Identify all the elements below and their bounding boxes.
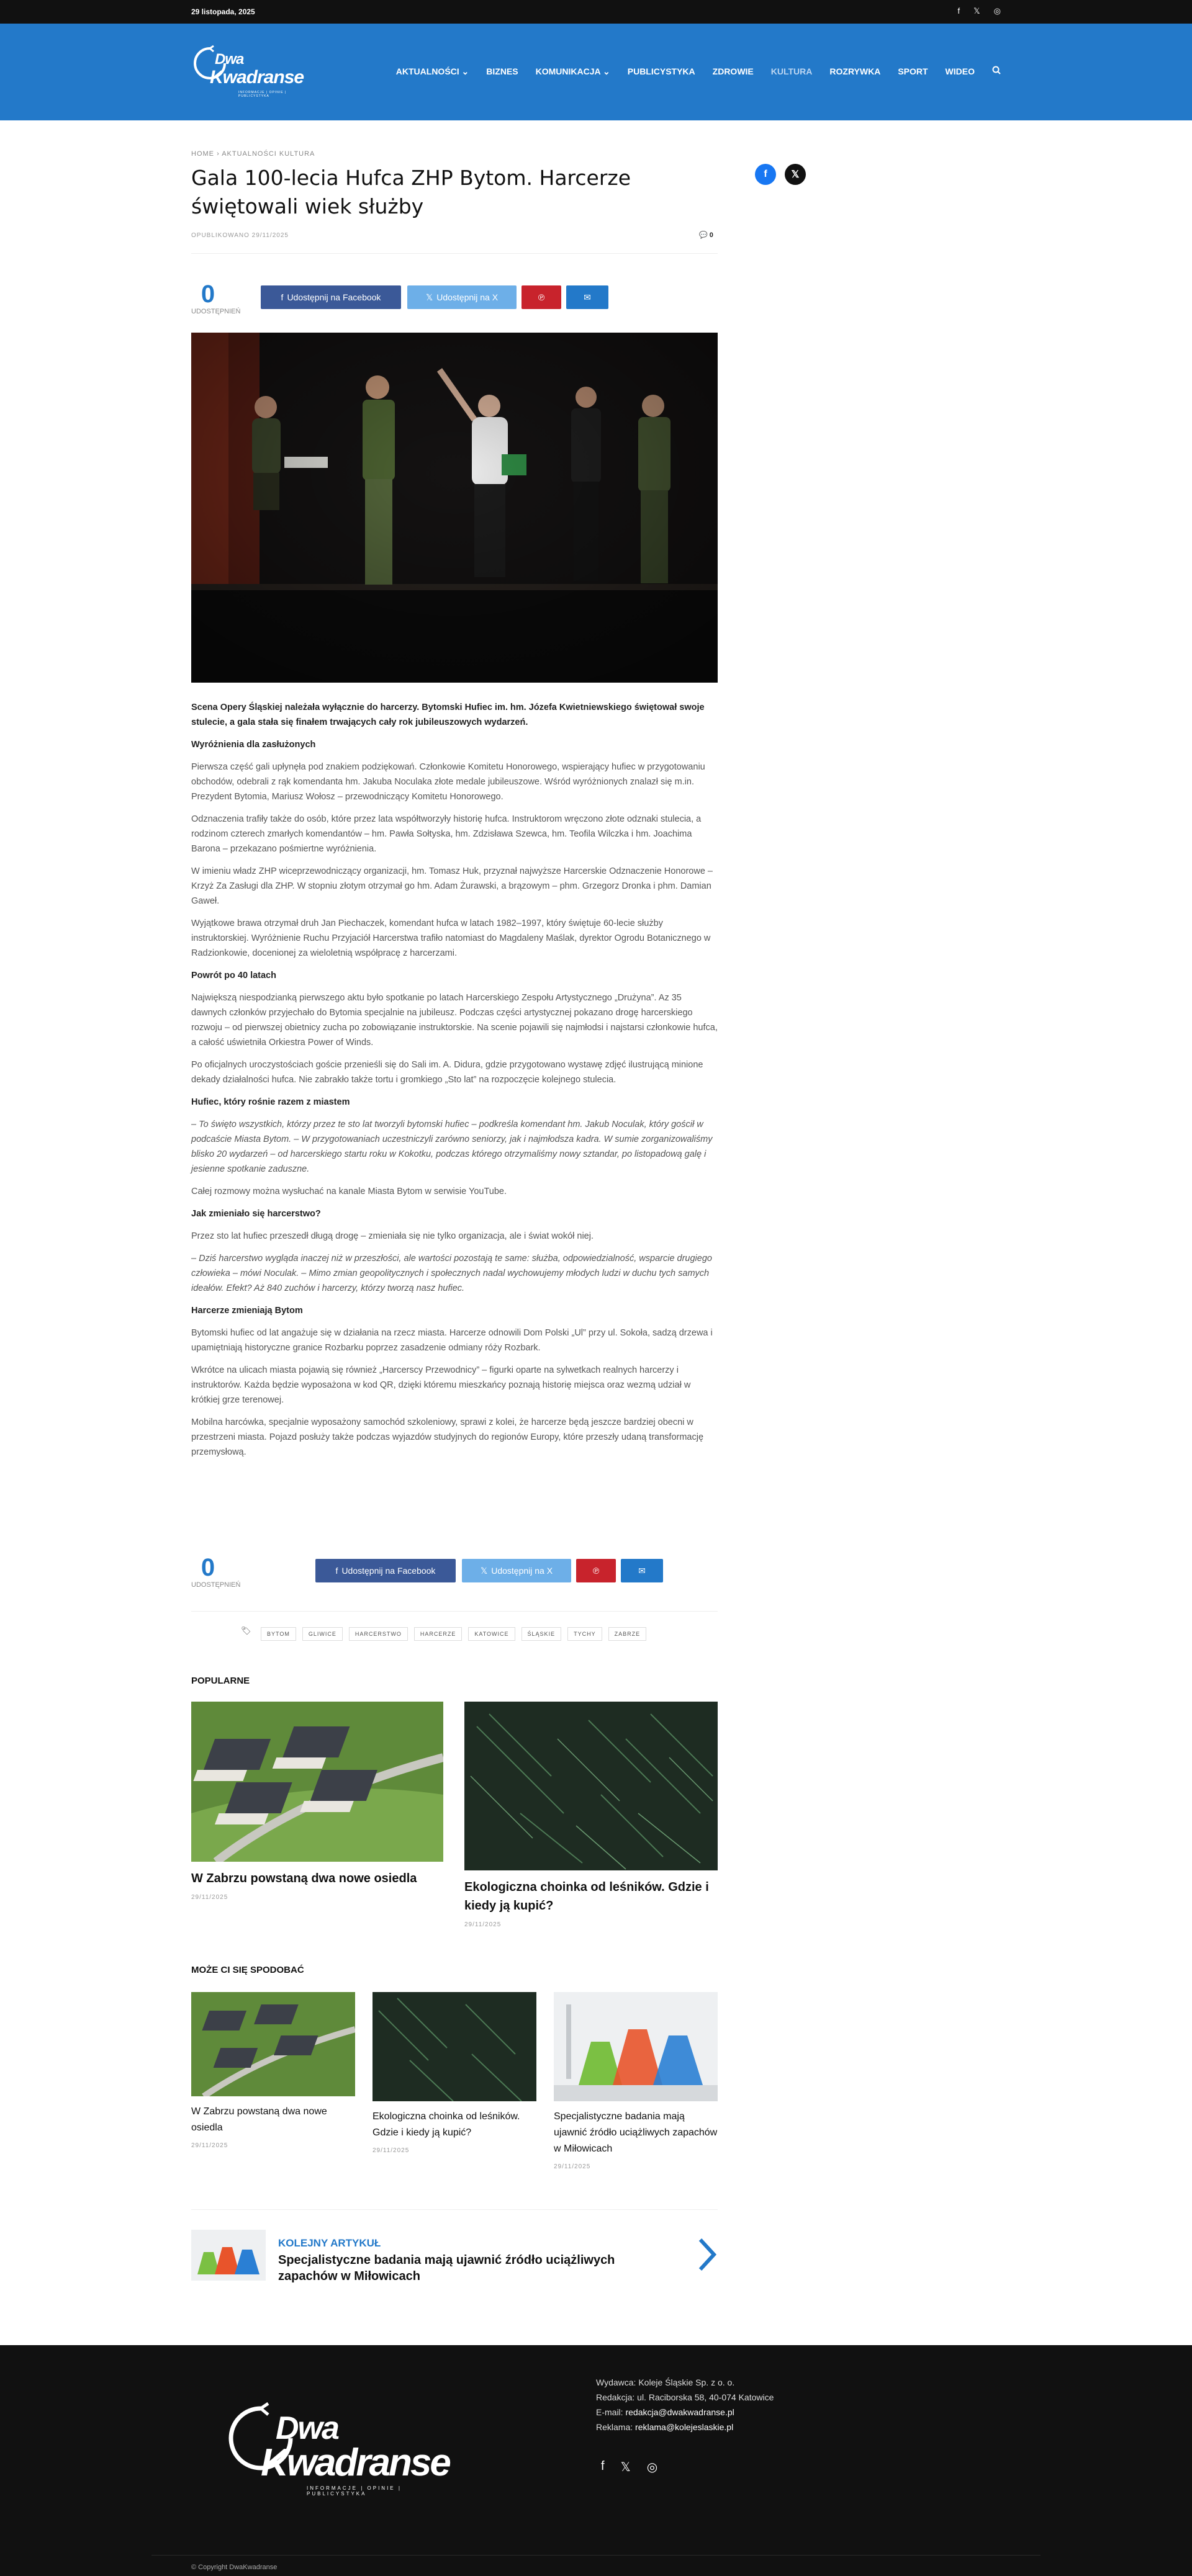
tag[interactable]: BYTOM — [261, 1627, 296, 1641]
comment-count[interactable]: 💬 0 — [699, 231, 713, 239]
gala-stage-image — [191, 333, 718, 683]
lab-thumbnail — [554, 1992, 718, 2101]
facebook-icon: f — [335, 1566, 338, 1576]
popular-section-title: POPULARNE — [191, 1676, 250, 1686]
section-heading: Hufiec, który rośnie razem z miastem — [191, 1097, 350, 1107]
top-social-links — [958, 6, 1001, 16]
share-email-button[interactable] — [621, 1559, 663, 1582]
related-card[interactable] — [372, 1992, 536, 2154]
tag-icon: 🏷 — [241, 1626, 251, 1635]
share-pinterest-button[interactable] — [576, 1559, 616, 1582]
site-header — [0, 24, 1192, 120]
breadcrumb: HOME › AKTUALNOŚCI KULTURA — [191, 150, 315, 158]
quote-paragraph: – To święto wszystkich, którzy przez te sto lat tworzyli bytomski hufiec – podkreśla komendant hm. Jakub Noculak, który gościł w podcaście Miasta Bytom. – W przygotowaniach uczestniczyli zarówno seniorzy, jak i najmłodsza kadra. W sumie zorganizowaliśmy blisko 20 wydarzeń – od harcerskiego startu roku w Kokotku, podczas którego otrzymaliśmy nowy sztandar, po listopadową galę i jesienne spotkanie zaduszne. — [191, 1120, 713, 1174]
chevron-right-icon[interactable] — [697, 2237, 718, 2278]
nav-item-wideo[interactable]: WIDEO — [945, 66, 975, 76]
search-icon[interactable] — [992, 66, 1001, 77]
site-logo[interactable]: Dwa Kwadranse INFORMACJE | OPINIE | PUBLICYSTYKA — [191, 42, 315, 104]
card-date: 29/11/2025 — [191, 1894, 228, 1901]
share-x-button[interactable]: 𝕏 Udostępnij na X — [407, 285, 517, 309]
facebook-icon[interactable]: f — [957, 6, 960, 16]
share-pinterest-button[interactable] — [522, 285, 561, 309]
pine-thumbnail — [464, 1702, 718, 1870]
tag[interactable]: TYCHY — [567, 1627, 602, 1641]
email-icon: ✉ — [638, 1565, 646, 1576]
current-date: 29 listopada, 2025 — [191, 7, 255, 16]
card-date: 29/11/2025 — [372, 2147, 410, 2154]
section-heading: Jak zmieniało się harcerstwo? — [191, 1209, 321, 1219]
card-title[interactable]: W Zabrzu powstaną dwa nowe osiedla — [191, 1872, 417, 1885]
paragraph: Wyjątkowe brawa otrzymał druh Jan Piechaczek, komendant hufca w latach 1982–1997, który świętuje 60-lecie służby instruktorskiej. Wyróżnienie Ruchu Przyjaciół Harcerstwa trafiło natomiast do Magdaleny Maślak, dyrektor Ogrodu Botanicznego w Radzionkowie, docenionej za wieloletnią współpracę z harcerzami. — [191, 918, 711, 958]
publish-date: OPUBLIKOWANO 29/11/2025 — [191, 232, 289, 239]
nav-item-aktualnosci[interactable]: AKTUALNOŚCI ⌄ — [395, 66, 469, 76]
paragraph: Wkrótce na ulicach miasta pojawią się również „Harcerscy Przewodnicy” – figurki oparte na sylwetkach realnych harcerzy i instruktorów. Każda będzie wyposażona w kod QR, dzięki któremu mieszkańcy poznają historię miejsca oraz wezmą udział w krótkiej grze terenowej. — [191, 1365, 691, 1405]
copyright: © Copyright DwaKwadranse — [191, 2564, 278, 2571]
article-lead: Scena Opery Śląskiej należała wyłącznie do harcerzy. Bytomski Hufiec im. hm. Józefa Kwietniewskiego świętował swoje stulecie, a gala stała się finałem trwających cały rok jubileuszowych wydarzeń. — [191, 702, 705, 727]
nav-item-zdrowie[interactable]: ZDROWIE — [712, 66, 754, 76]
divider — [191, 2209, 718, 2210]
pinterest-icon: ℗ — [538, 292, 545, 302]
tag[interactable]: ZABRZE — [608, 1627, 647, 1641]
share-facebook-button[interactable]: f Udostępnij na Facebook — [261, 285, 401, 309]
share-count: 0 UDOSTĘPNIEŃ — [191, 280, 241, 315]
card-date: 29/11/2025 — [464, 1921, 502, 1928]
section-heading: Powrót po 40 latach — [191, 971, 276, 981]
x-icon: 𝕏 — [425, 292, 433, 302]
email-icon: ✉ — [584, 292, 591, 302]
tag[interactable]: HARCERZE — [414, 1627, 463, 1641]
share-bar-top — [191, 282, 718, 316]
comment-icon: 💬 — [699, 231, 708, 239]
x-icon[interactable]: 𝕏 — [785, 164, 806, 185]
article-photo — [191, 333, 718, 683]
facebook-icon[interactable]: f — [755, 164, 776, 185]
section-heading: Wyróżnienia dla zasłużonych — [191, 740, 316, 750]
site-footer — [0, 2345, 1192, 2576]
card-date: 29/11/2025 — [191, 2142, 228, 2149]
x-icon[interactable]: 𝕏 — [620, 2461, 631, 2474]
footer-logo[interactable]: Dwa Kwadranse INFORMACJE | OPINIE | PUBLICYSTYKA — [224, 2382, 447, 2488]
paragraph: Bytomski hufiec od lat angażuje się w działania na rzecz miasta. Harcerze odnowili Dom Polski „Ul” przy ul. Sokoła, sadzą drzewa i upamiętniają historyczne granice Rozbarku poprzez zasadzenie odmiany róży Rozbark. — [191, 1328, 713, 1353]
tag[interactable]: GLIWICE — [302, 1627, 343, 1641]
quote-paragraph: – Dziś harcerstwo wygląda inaczej niż w przeszłości, ale wartości pozostają te same: służba, odpowiedzialność, wsparcie drugiego człowieka – mówi Noculak. – Mimo zmian geopolitycznych i społecznych nadal wychowujemy młodych ludzi w duchu tych samych ideałów. Efekt? Aż 840 zuchów i harcerzy, którzy tworzą nasz hufiec. — [191, 1254, 712, 1293]
related-section-title: MOŻE CI SIĘ SPODOBAĆ — [191, 1965, 304, 1975]
paragraph: Całej rozmowy można wysłuchać na kanale Miasta Bytom w serwisie YouTube. — [191, 1187, 507, 1196]
paragraph: Po oficjalnych uroczystościach goście przenieśli się do Sali im. A. Didura, gdzie przygotowano wystawę zdjęć ilustrującą minione dekady działalności hufca. Nie zabrakło także tortu i gromkiego „Sto lat” na rozpoczęcie kolejnego stulecia. — [191, 1060, 703, 1085]
pine-thumbnail — [372, 1992, 536, 2101]
floating-share — [755, 164, 806, 185]
main-nav — [396, 66, 1001, 77]
paragraph: Mobilna harcówka, specjalnie wyposażony samochód szkoleniowy, sprawi z kolei, że harcerze będą jeszcze bardziej obecni w przestrzeni miasta. Pojazd posłuży także podczas wyjazdów studyjnych do regionów Europy, które przeszły udaną transformację przemysłową. — [191, 1417, 704, 1457]
share-count: 0 UDOSTĘPNIEŃ — [191, 1554, 241, 1589]
next-article-label: KOLEJNY ARTYKUŁ — [278, 2237, 381, 2249]
nav-item-sport[interactable]: SPORT — [898, 66, 928, 76]
breadcrumb-category[interactable]: AKTUALNOŚCI KULTURA — [222, 150, 315, 158]
nav-item-publicystyka[interactable]: PUBLICYSTYKA — [627, 66, 695, 76]
section-heading: Harcerze zmieniają Bytom — [191, 1306, 303, 1316]
next-article[interactable] — [191, 2230, 718, 2283]
nav-item-kultura[interactable]: KULTURA — [770, 66, 813, 76]
divider — [191, 1611, 718, 1612]
article-title: Gala 100-lecia Hufca ZHP Bytom. Harcerze świętowali wiek służby — [191, 166, 631, 218]
paragraph: Odznaczenia trafiły także do osób, które przez lata współtworzyły historię hufca. Instruktorom wręczono złote odznaki stulecia, a rodzinom czterech zmarłych komendantów – hm. Pawła Sołtyska, hm. Zdzisława Szewca, hm. Teofila Wilczka i hm. Joachima Barona – przekazano pośmiertne wyróżnienia. — [191, 814, 702, 854]
footer-contact-info: Wydawca: Koleje Śląskie Sp. z o. o. Redakcja: ul. Raciborska 58, 40-074 Katowice E-mail: redakcja@dwakwadranse.pl Reklama: reklama@kolejeslaskie.pl — [596, 2377, 774, 2432]
share-email-button[interactable] — [566, 285, 608, 309]
share-facebook-button[interactable]: f Udostępnij na Facebook — [315, 1559, 456, 1582]
x-icon: 𝕏 — [480, 1565, 488, 1576]
pinterest-icon: ℗ — [592, 1566, 600, 1576]
housing-thumbnail — [191, 1702, 443, 1862]
share-x-button[interactable]: 𝕏 Udostępnij na X — [462, 1559, 571, 1582]
popular-card[interactable] — [191, 1702, 443, 1901]
card-date: 29/11/2025 — [554, 2163, 591, 2170]
instagram-icon[interactable]: ◎ — [646, 2461, 658, 2474]
related-card[interactable] — [554, 1992, 718, 2170]
tag[interactable]: HARCERSTWO — [349, 1627, 408, 1641]
instagram-icon[interactable]: ◎ — [993, 6, 1001, 16]
card-title[interactable]: Ekologiczna choinka od leśników. Gdzie i kiedy ją kupić? — [464, 1880, 709, 1913]
nav-item-rozrywka[interactable]: ROZRYWKA — [829, 66, 881, 76]
popular-card[interactable] — [464, 1702, 718, 1928]
housing-thumbnail — [191, 1992, 355, 2096]
related-card[interactable] — [191, 1992, 355, 2149]
facebook-icon: f — [281, 292, 284, 302]
facebook-icon[interactable]: f — [601, 2459, 605, 2473]
tag[interactable]: KATOWICE — [468, 1627, 515, 1641]
top-bar — [0, 0, 1192, 24]
x-icon[interactable]: 𝕏 — [973, 6, 980, 16]
tag-list — [261, 1627, 646, 1641]
editorial-email-link[interactable]: redakcja@dwakwadranse.pl — [625, 2407, 734, 2417]
paragraph: Największą niespodzianką pierwszego aktu było spotkanie po latach Harcerskiego Zespołu Artystycznego „Drużyna”. Az 35 dawnych członków przyjechało do Bytomia specjalnie na jubileusz. Podczas części artystycznej pokazano drogę harcerskiego rozwoju – od pierwszej obietnicy zucha po zobowiązanie instruktorskie. Na scenie pojawili się najmłodsi i najstarsi członkowie hufca, a całość uświetniła Orkiestra Power of Winds. — [191, 993, 718, 1048]
nav-item-biznes[interactable]: BIZNES — [486, 66, 518, 76]
card-title[interactable]: W Zabrzu powstaną dwa nowe osiedla — [191, 2106, 327, 2133]
nav-item-komunikacja[interactable]: KOMUNIKACJA ⌄ — [535, 66, 610, 76]
article-body — [191, 700, 718, 1467]
footer-divider — [151, 2555, 1041, 2556]
share-bar-bottom — [191, 1555, 718, 1590]
next-article-thumbnail — [191, 2230, 266, 2281]
next-article-title[interactable]: Specjalistyczne badania mają ujawnić źródło uciążliwych zapachów w Miłowicach — [278, 2253, 615, 2283]
card-title[interactable]: Ekologiczna choinka od leśników. Gdzie i kiedy ją kupić? — [372, 2111, 520, 2138]
breadcrumb-home[interactable]: HOME — [191, 150, 214, 158]
paragraph: Pierwsza część gali upłynęła pod znakiem podziękowań. Członkowie Komitetu Honorowego, wspierający hufiec w przygotowaniu obchodów, odebrali z rąk komendanta hm. Jakuba Noculaka złote medale jubileuszowe. Wśród wyróżnionych znalazł się m.in. Prezydent Bytomia, Mariusz Wołosz – przewodniczący Komitetu Honorowego. — [191, 762, 705, 802]
ads-email-link[interactable]: reklama@kolejeslaskie.pl — [635, 2422, 734, 2432]
card-title[interactable]: Specjalistyczne badania mają ujawnić źródło uciążliwych zapachów w Miłowicach — [554, 2111, 718, 2154]
footer-social-links — [601, 2459, 657, 2475]
paragraph: Przez sto lat hufiec przeszedł długą drogę – zmieniała się nie tylko organizacja, ale i świat wokół niej. — [191, 1231, 594, 1241]
divider — [191, 253, 718, 254]
tag[interactable]: ŚLĄSKIE — [522, 1627, 562, 1641]
paragraph: W imieniu władz ZHP wiceprzewodniczący organizacji, hm. Tomasz Huk, przyznał najwyższe Harcerskie Odznaczenie Honorowe – Krzyż Za Zasługi dla ZHP. W stopniu złotym otrzymał go hm. Adam Żurawski, a brązowym – phm. Grzegorz Dronka i phm. Damian Gaweł. — [191, 866, 713, 906]
